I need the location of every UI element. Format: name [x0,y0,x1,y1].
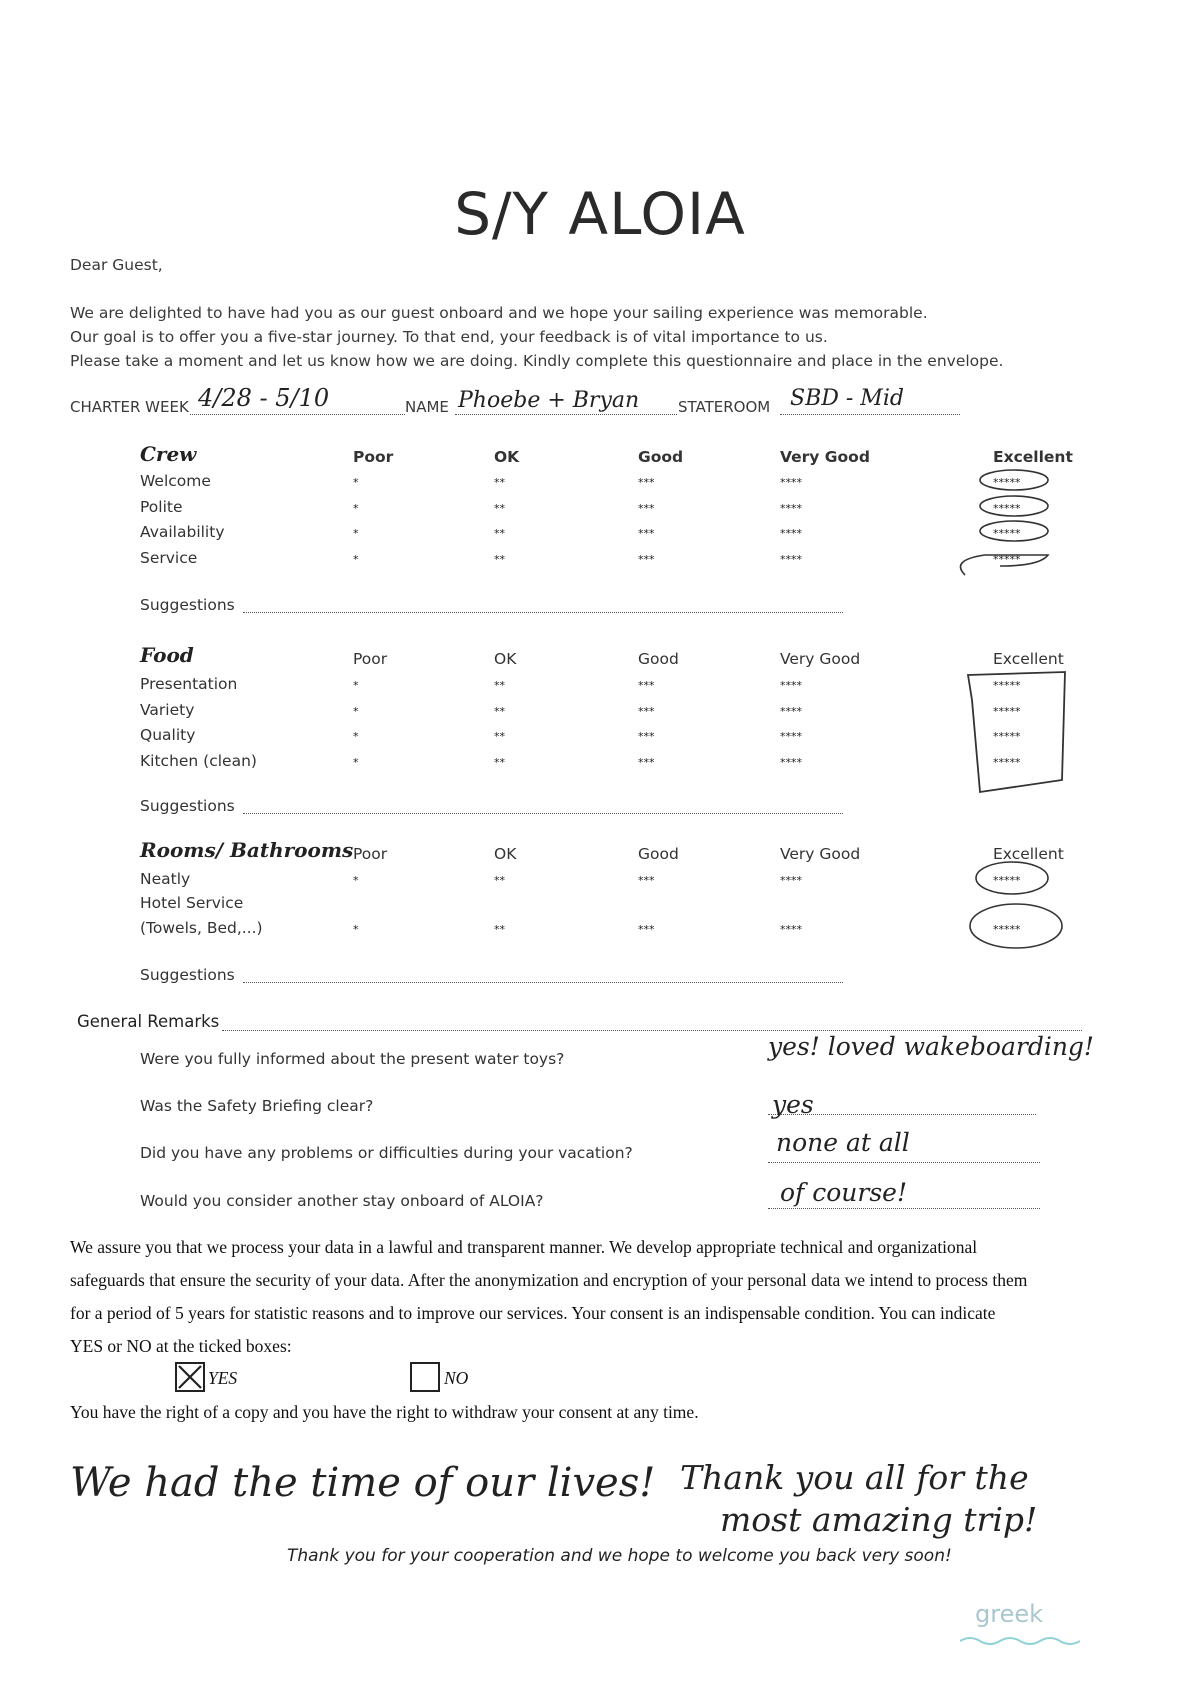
intro-line-1: We are delighted to have had you as our guest onboard and we hope your sailing experience was memorable. [70,304,928,322]
rating-very-good[interactable]: **** [780,705,802,718]
consent-yes-checkbox[interactable] [175,1362,205,1392]
rating-poor[interactable]: * [353,756,359,769]
col-ok: OK [494,650,517,668]
handwritten-note-line-1: We had the time of our lives! [70,1460,656,1506]
rating-ok[interactable]: ** [494,874,505,887]
remark-line [768,1162,1040,1163]
consent-no-checkbox[interactable] [410,1362,440,1392]
rating-ok[interactable]: ** [494,502,505,515]
rating-very-good[interactable]: **** [780,527,802,540]
rating-poor[interactable]: * [353,874,359,887]
col-ok: OK [494,845,517,863]
row-label: Kitchen (clean) [140,752,257,770]
rating-excellent[interactable]: ***** [993,553,1021,566]
rating-good[interactable]: *** [638,756,655,769]
remark-question: Were you fully informed about the present water toys? [140,1050,565,1068]
suggestions-label: Suggestions [140,966,235,984]
name-value[interactable]: Phoebe + Bryan [458,388,640,413]
rating-good[interactable]: *** [638,679,655,692]
row-label: Welcome [140,472,211,490]
general-remarks-label: General Remarks [77,1012,220,1031]
consent-rights: You have the right of a copy and you have the right to withdraw your consent at any time. [70,1402,699,1422]
closing-text: Thank you for your cooperation and we hope to welcome you back very soon! [287,1546,952,1566]
name-line [455,414,677,415]
general-remarks-input[interactable] [222,1030,1082,1031]
consent-line-2: safeguards that ensure the security of your data. After the anonymization and encryption of your personal data we intend to process them [70,1270,1028,1290]
consent-line-4: YES or NO at the ticked boxes: [70,1336,292,1356]
col-excellent: Excellent [993,650,1064,668]
row-label: Neatly [140,870,191,888]
remark-answer[interactable]: yes! loved wakeboarding! [768,1032,1094,1061]
rating-excellent[interactable]: ***** [993,527,1021,540]
rating-ok[interactable]: ** [494,553,505,566]
consent-no-label: NO [444,1368,469,1388]
remark-line [768,1208,1040,1209]
remark-answer[interactable]: of course! [780,1178,908,1207]
rating-excellent[interactable]: ***** [993,730,1021,743]
rating-poor[interactable]: * [353,502,359,515]
row-label: Presentation [140,675,238,693]
suggestions-input[interactable] [243,612,843,613]
row-label: Service [140,549,198,567]
rating-excellent[interactable]: ***** [993,756,1021,769]
rating-excellent[interactable]: ***** [993,476,1021,489]
greeting: Dear Guest, [70,256,163,274]
rating-very-good[interactable]: **** [780,502,802,515]
remark-question: Would you consider another stay onboard of ALOIA? [140,1192,544,1210]
rating-ok[interactable]: ** [494,476,505,489]
suggestions-label: Suggestions [140,596,235,614]
handwritten-note-line-3: most amazing trip! [720,1500,1038,1539]
remark-answer[interactable]: none at all [776,1128,910,1157]
rating-ok[interactable]: ** [494,679,505,692]
handwritten-note-line-2: Thank you all for the [680,1458,1029,1497]
rating-poor[interactable]: * [353,527,359,540]
rating-excellent[interactable]: ***** [993,874,1021,887]
rating-very-good[interactable]: **** [780,476,802,489]
document-title: S/Y ALOIA [454,180,746,248]
stateroom-label: STATEROOM [678,398,771,416]
consent-yes-label: YES [208,1368,238,1388]
remark-question: Was the Safety Briefing clear? [140,1097,374,1115]
rating-poor[interactable]: * [353,923,359,936]
rating-good[interactable]: *** [638,553,655,566]
charter-week-value[interactable]: 4/28 - 5/10 [198,384,330,412]
col-good: Good [638,650,679,668]
row-label: Quality [140,726,196,744]
rating-very-good[interactable]: **** [780,679,802,692]
rating-very-good[interactable]: **** [780,730,802,743]
rating-poor[interactable]: * [353,476,359,489]
rating-excellent[interactable]: ***** [993,705,1021,718]
rating-excellent[interactable]: ***** [993,923,1021,936]
section-title-crew: Crew [140,442,197,466]
rating-poor[interactable]: * [353,553,359,566]
col-excellent: Excellent [993,448,1073,466]
col-poor: Poor [353,448,394,466]
rating-very-good[interactable]: **** [780,874,802,887]
col-poor: Poor [353,650,388,668]
name-label: NAME [405,398,449,416]
consent-line-3: for a period of 5 years for statistic reasons and to improve our services. Your consent is an indispensable condition. You can indicate [70,1303,996,1323]
stateroom-value[interactable]: SBD - Mid [790,386,904,411]
col-poor: Poor [353,845,388,863]
rating-very-good[interactable]: **** [780,553,802,566]
wave-icon [960,1632,1080,1651]
rating-good[interactable]: *** [638,730,655,743]
rating-excellent[interactable]: ***** [993,679,1021,692]
intro-line-3: Please take a moment and let us know how we are doing. Kindly complete this questionnaire and place in the envelope. [70,352,1004,370]
charter-week-label: CHARTER WEEK [70,398,189,416]
rating-good[interactable]: *** [638,502,655,515]
rating-good[interactable]: *** [638,874,655,887]
rating-ok[interactable]: ** [494,923,505,936]
row-label: Variety [140,701,195,719]
rating-poor[interactable]: * [353,730,359,743]
rating-ok[interactable]: ** [494,705,505,718]
stateroom-line [780,414,960,415]
row-label: (Towels, Bed,...) [140,919,263,937]
col-good: Good [638,448,684,466]
rating-ok[interactable]: ** [494,730,505,743]
rating-good[interactable]: *** [638,476,655,489]
col-very-good: Very Good [780,448,870,466]
intro-line-2: Our goal is to offer you a five-star journey. To that end, your feedback is of vital importance to us. [70,328,828,346]
col-good: Good [638,845,679,863]
col-excellent: Excellent [993,845,1064,863]
rating-poor[interactable]: * [353,705,359,718]
checkmark-x-icon [177,1364,203,1390]
suggestions-input[interactable] [243,813,843,814]
remark-answer[interactable]: yes [772,1090,814,1119]
rating-good[interactable]: *** [638,705,655,718]
consent-line-1: We assure you that we process your data in a lawful and transparent manner. We develop appropriate technical and organizational [70,1237,978,1257]
watermark: greek [975,1600,1044,1628]
rating-very-good[interactable]: **** [780,756,802,769]
rating-good[interactable]: *** [638,527,655,540]
suggestions-label: Suggestions [140,797,235,815]
section-title-food: Food [140,643,194,667]
col-ok: OK [494,448,520,466]
remark-question: Did you have any problems or difficulties during your vacation? [140,1144,633,1162]
row-label: Availability [140,523,225,541]
rating-ok[interactable]: ** [494,756,505,769]
col-very-good: Very Good [780,650,861,668]
rating-very-good[interactable]: **** [780,923,802,936]
rating-ok[interactable]: ** [494,527,505,540]
rating-good[interactable]: *** [638,923,655,936]
suggestions-input[interactable] [243,982,843,983]
row-label: Hotel Service [140,894,244,912]
rating-excellent[interactable]: ***** [993,502,1021,515]
rating-poor[interactable]: * [353,679,359,692]
charter-week-line [190,414,405,415]
section-title-rooms: Rooms/ Bathrooms [140,838,354,862]
row-label: Polite [140,498,183,516]
col-very-good: Very Good [780,845,861,863]
